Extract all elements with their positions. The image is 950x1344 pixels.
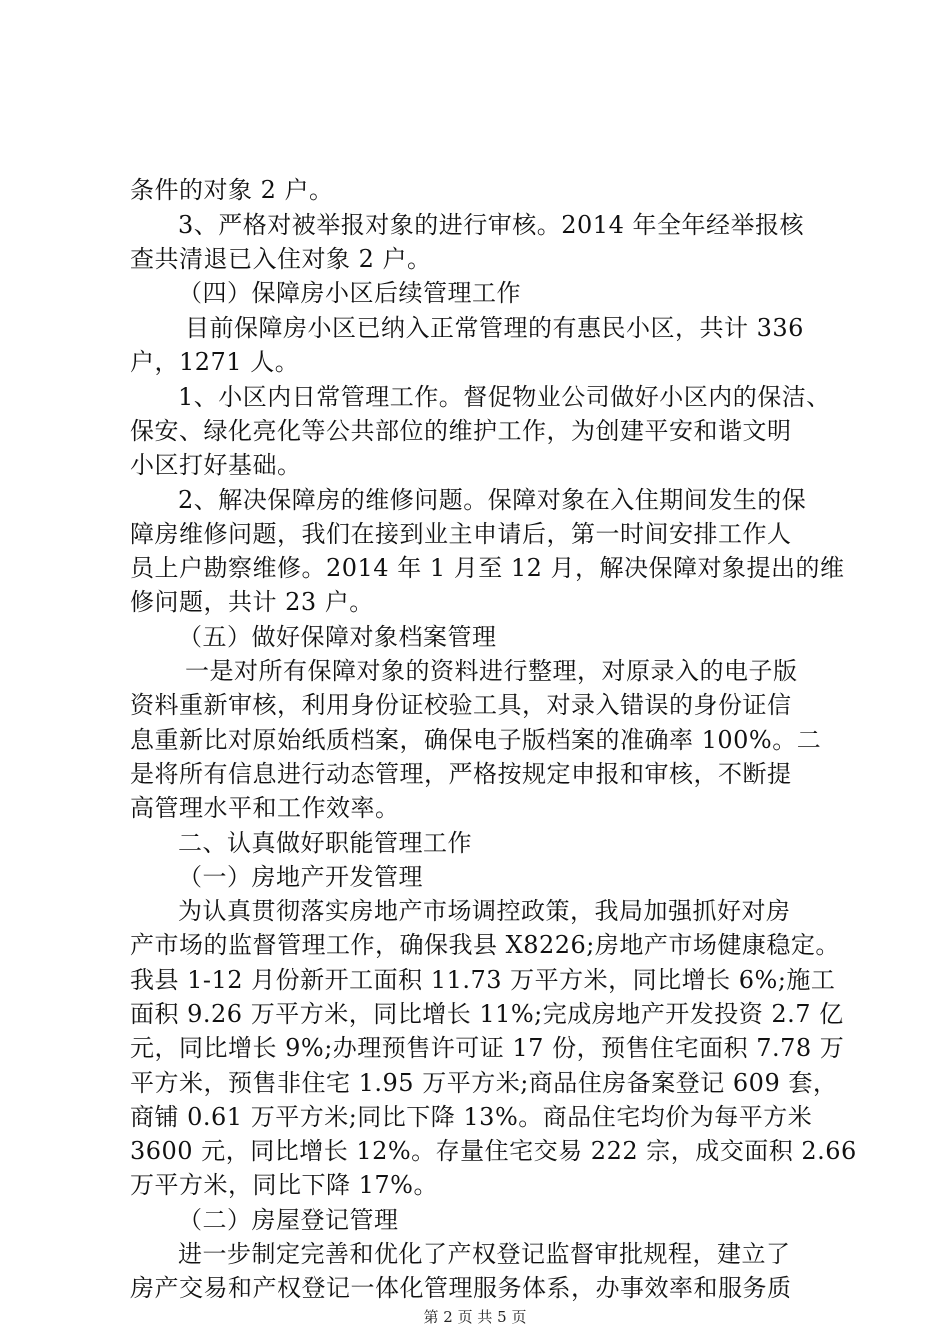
section-heading: （四）保障房小区后续管理工作 [178,279,521,307]
text-line: 户，1271 人。 [130,348,300,376]
text-line: 是将所有信息进行动态管理，严格按规定申报和审核，不断提 [130,760,792,788]
text-line: 息重新比对原始纸质档案，确保电子版档案的准确率 100%。二 [130,726,822,754]
text-line: 条件的对象 2 户。 [130,176,334,204]
text-line: 产市场的监督管理工作，确保我县 X8226;房地产市场健康稳定。 [130,931,840,959]
text-line: 我县 1-12 月份新开工面积 11.73 万平方米，同比增长 6%;施工 [130,966,836,994]
text-line: 商铺 0.61 万平方米;同比下降 13%。商品住宅均价为每平方米 [130,1103,813,1131]
text-line: 3、严格对被举报对象的进行审核。2014 年全年经举报核 [178,211,804,239]
page-footer: 第 2 页 共 5 页 [423,1308,527,1326]
section-heading: （二）房屋登记管理 [178,1206,399,1234]
text-line: 2、解决保障房的维修问题。保障对象在入住期间发生的保 [178,486,807,514]
text-line: 目前保障房小区已纳入正常管理的有惠民小区，共计 336 [185,314,804,342]
text-line: 员上户勘察维修。2014 年 1 月至 12 月，解决保障对象提出的维 [130,554,845,582]
section-heading: 二、认真做好职能管理工作 [178,829,472,857]
text-line: 一是对所有保障对象的资料进行整理，对原录入的电子版 [185,657,798,685]
text-line: 障房维修问题，我们在接到业主申请后，第一时间安排工作人 [130,520,792,548]
text-line: 元，同比增长 9%;办理预售许可证 17 份，预售住宅面积 7.78 万 [130,1034,845,1062]
section-heading: （一）房地产开发管理 [178,863,423,891]
text-line: 查共清退已入住对象 2 户。 [130,245,432,273]
text-line: 万平方米，同比下降 17%。 [130,1171,438,1199]
text-line: 小区打好基础。 [130,451,302,479]
text-line: 保安、绿化亮化等公共部位的维护工作，为创建平安和谐文明 [130,417,792,445]
section-heading: （五）做好保障对象档案管理 [178,623,497,651]
text-line: 平方米，预售非住宅 1.95 万平方米;商品住房备案登记 609 套， [130,1069,838,1097]
text-line: 1、小区内日常管理工作。督促物业公司做好小区内的保洁、 [178,383,831,411]
text-line: 修问题，共计 23 户。 [130,588,374,616]
text-line: 高管理水平和工作效率。 [130,794,400,822]
text-line: 进一步制定完善和优化了产权登记监督审批规程，建立了 [178,1240,791,1268]
text-line: 3600 元，同比增长 12%。存量住宅交易 222 宗，成交面积 2.66 [130,1137,857,1165]
text-line: 为认真贯彻落实房地产市场调控政策，我局加强抓好对房 [178,897,791,925]
text-line: 资料重新审核，利用身份证校验工具，对录入错误的身份证信 [130,691,792,719]
text-line: 房产交易和产权登记一体化管理服务体系，办事效率和服务质 [130,1274,792,1302]
text-line: 面积 9.26 万平方米，同比增长 11%;完成房地产开发投资 2.7 亿 [130,1000,844,1028]
